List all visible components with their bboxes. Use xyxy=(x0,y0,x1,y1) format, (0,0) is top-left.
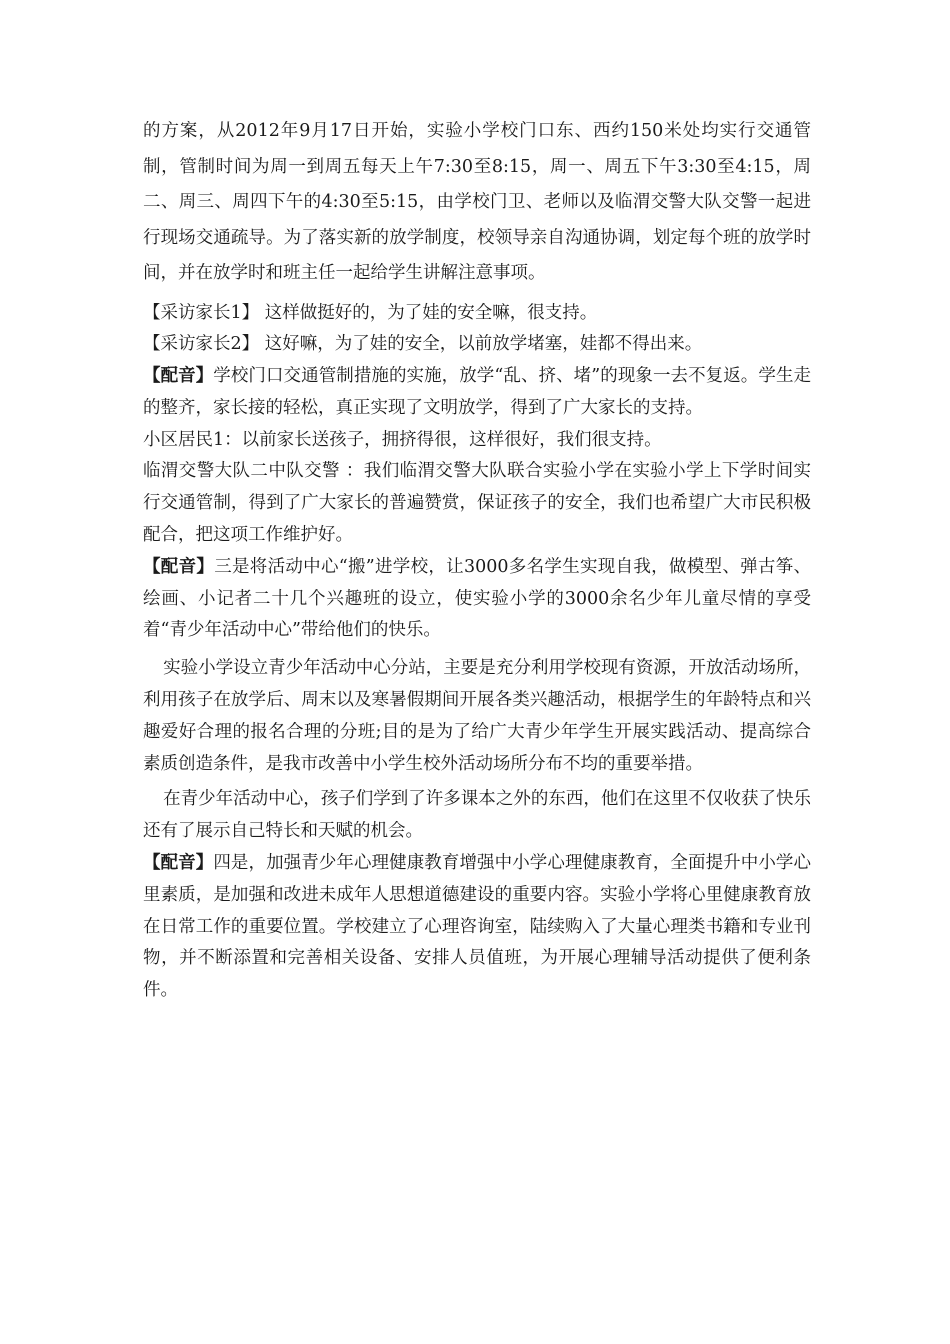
paragraph-parent-interview-1: 【采访家长1】 这样做挺好的，为了娃的安全嘛，很支持。 xyxy=(143,302,598,323)
voiceover-text: 学校门口交通管制措施的实施，放学“乱、挤、堵”的现象一去不复返。学生走的整齐，家长接的轻松，真正实现了文明放学，得到了广大家长的支持。 xyxy=(143,366,812,418)
voiceover-tag: 【配音】 xyxy=(143,853,214,874)
paragraph-traffic-police-interview: 临渭交警大队二中队交警 ：我们临渭交警大队联合实验小学在实验小学上下学时间实行交通管制，得到了广大家长的普遍赞赏，保证孩子的安全，我们也希望广大市民积极配合，把这项工作维护好。 xyxy=(143,461,811,546)
voiceover-tag: 【配音】 xyxy=(143,366,214,387)
voiceover-tag: 【配音】 xyxy=(143,556,215,577)
paragraph-resident-interview: 小区居民1：以前家长送孩子，拥挤得很，这样很好，我们很支持。 xyxy=(143,429,662,450)
paragraph-activity-center: 实验小学设立青少年活动中心分站，主要是充分利用学校现有资源，开放活动场所，利用孩子在放学后、周末以及寒暑假期间开展各类兴趣活动，根据学生的年龄特点和兴趣爱好合理的报名合理的分班;目的是为了给广大青少年学生开展实践活动、提高综合素质创造条件，是我市改善中小学生校外活动场所分布不均的重要举措。 xyxy=(143,658,811,774)
paragraph-activity-center-gains: 在青少年活动中心，孩子们学到了许多课本之外的东西，他们在这里不仅收获了快乐还有了展示自己特长和天赋的机会。 xyxy=(143,789,811,842)
document-body xyxy=(143,114,811,1007)
paragraph-traffic-control: 的方案，从2012年9月17日开始，实验小学校门口东、西约150米处均实行交通管制，管制时间为周一到周五每天上午7:30至8:15，周一、周五下午3:30至4:15，周二、周三、周四下午的4:30至5:15，由学校门卫、老师以及临渭交警大队交警一起进行现场交通疏导。为了落实新的放学制度，校领导亲自沟通协调，划定每个班的放学时间，并在放学时和班主任一起给学生讲解注意事项。 xyxy=(143,121,811,283)
voiceover-text: 三是将活动中心“搬”进学校，让3000多名学生实现自我，做模型、弹古筝、绘画、小记者二十几个兴趣班的设立，使实验小学的3000余名少年儿童尽情的享受着“青少年活动中心”带给他们的快乐。 xyxy=(143,556,812,641)
voiceover-text: 四是，加强青少年心理健康教育增强中小学心理健康教育，全面提升中小学心里素质，是加强和改进未成年人思想道德建设的重要内容。实验小学将心里健康教育放在日常工作的重要位置。学校建立了心理咨询室，陆续购入了大量心理类书籍和专业刊物，并不断添置和完善相关设备、安排人员值班，为开展心理辅导活动提供了便利条件。 xyxy=(143,853,812,1001)
paragraph-parent-interview-2: 【采访家长2】 这好嘛，为了娃的安全，以前放学堵塞，娃都不得出来。 xyxy=(143,334,703,355)
paragraph-voiceover-1 xyxy=(143,361,811,425)
paragraph-voiceover-2 xyxy=(143,552,811,647)
paragraph-voiceover-3 xyxy=(143,848,811,1007)
